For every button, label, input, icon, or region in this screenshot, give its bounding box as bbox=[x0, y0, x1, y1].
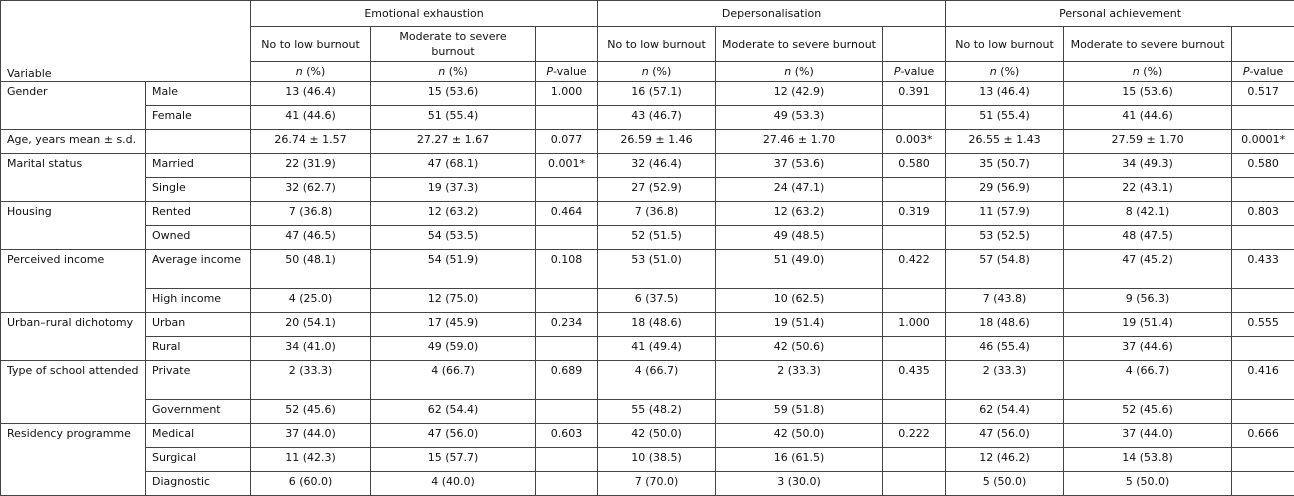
count-cell: 15 (57.7) bbox=[371, 448, 536, 472]
count-cell: 3 (30.0) bbox=[716, 472, 883, 496]
variable-cell bbox=[1, 448, 146, 472]
variable-cell: Housing bbox=[1, 202, 146, 226]
p-value-cell bbox=[536, 178, 598, 202]
p-value-cell bbox=[883, 289, 946, 313]
p-value-cell bbox=[1232, 472, 1294, 496]
variable-header: Variable bbox=[1, 1, 251, 82]
blank-header bbox=[536, 27, 598, 62]
p-value-cell: 0.433 bbox=[1232, 250, 1294, 289]
p-value-cell: 0.555 bbox=[1232, 313, 1294, 337]
count-cell: 13 (46.4) bbox=[251, 82, 371, 106]
p-value-cell: 0.464 bbox=[536, 202, 598, 226]
level-cell: Rented bbox=[146, 202, 251, 226]
table-row bbox=[1, 178, 1294, 202]
count-cell: 47 (56.0) bbox=[371, 424, 536, 448]
level-cell: Diagnostic bbox=[146, 472, 251, 496]
p-value-cell bbox=[536, 106, 598, 130]
variable-cell bbox=[1, 106, 146, 130]
count-cell: 37 (44.0) bbox=[1064, 424, 1232, 448]
count-cell: 32 (46.4) bbox=[598, 154, 716, 178]
table-row bbox=[1, 361, 1294, 400]
n-pct-header bbox=[1064, 62, 1232, 82]
variable-cell bbox=[1, 472, 146, 496]
p-value-cell: 0.580 bbox=[1232, 154, 1294, 178]
n-pct-header bbox=[598, 62, 716, 82]
mod-severe-header: Moderate to severe burnout bbox=[716, 27, 883, 62]
table-row bbox=[1, 472, 1294, 496]
mod-severe-header: Moderate to severe burnout bbox=[1064, 27, 1232, 62]
p-symbol: P bbox=[894, 65, 901, 78]
table-row bbox=[1, 154, 1294, 178]
count-cell: 18 (48.6) bbox=[946, 313, 1064, 337]
count-cell: 9 (56.3) bbox=[1064, 289, 1232, 313]
count-cell: 22 (43.1) bbox=[1064, 178, 1232, 202]
level-cell: Urban bbox=[146, 313, 251, 337]
count-cell: 2 (33.3) bbox=[716, 361, 883, 400]
count-cell: 24 (47.1) bbox=[716, 178, 883, 202]
count-cell: 16 (61.5) bbox=[716, 448, 883, 472]
count-cell: 26.55 ± 1.43 bbox=[946, 130, 1064, 154]
count-cell: 42 (50.0) bbox=[716, 424, 883, 448]
count-cell: 4 (66.7) bbox=[371, 361, 536, 400]
count-cell: 59 (51.8) bbox=[716, 400, 883, 424]
n-pct-header bbox=[716, 62, 883, 82]
count-cell: 11 (42.3) bbox=[251, 448, 371, 472]
p-value-cell: 0.222 bbox=[883, 424, 946, 448]
n-pct-header bbox=[946, 62, 1064, 82]
p-value-cell: 0.416 bbox=[1232, 361, 1294, 400]
count-cell: 17 (45.9) bbox=[371, 313, 536, 337]
count-cell: 47 (45.2) bbox=[1064, 250, 1232, 289]
count-cell: 47 (46.5) bbox=[251, 226, 371, 250]
count-cell: 42 (50.0) bbox=[598, 424, 716, 448]
blank-header bbox=[883, 27, 946, 62]
level-cell: Private bbox=[146, 361, 251, 400]
p-value-cell bbox=[883, 178, 946, 202]
table-header bbox=[1, 1, 1294, 82]
table-row bbox=[1, 424, 1294, 448]
count-cell: 19 (51.4) bbox=[716, 313, 883, 337]
level-cell: High income bbox=[146, 289, 251, 313]
count-cell: 46 (55.4) bbox=[946, 337, 1064, 361]
table-row bbox=[1, 106, 1294, 130]
count-cell: 51 (49.0) bbox=[716, 250, 883, 289]
count-cell: 26.74 ± 1.57 bbox=[251, 130, 371, 154]
count-cell: 11 (57.9) bbox=[946, 202, 1064, 226]
pct-suffix: (%) bbox=[997, 65, 1020, 78]
p-value-header bbox=[536, 62, 598, 82]
count-cell: 41 (44.6) bbox=[1064, 106, 1232, 130]
table-row bbox=[1, 226, 1294, 250]
no-low-header: No to low burnout bbox=[598, 27, 716, 62]
count-cell: 2 (33.3) bbox=[946, 361, 1064, 400]
count-cell: 8 (42.1) bbox=[1064, 202, 1232, 226]
count-cell: 42 (50.6) bbox=[716, 337, 883, 361]
count-cell: 37 (44.6) bbox=[1064, 337, 1232, 361]
pct-suffix: (%) bbox=[791, 65, 814, 78]
count-cell: 10 (62.5) bbox=[716, 289, 883, 313]
count-cell: 16 (57.1) bbox=[598, 82, 716, 106]
count-cell: 51 (55.4) bbox=[371, 106, 536, 130]
no-low-header: No to low burnout bbox=[251, 27, 371, 62]
count-cell: 29 (56.9) bbox=[946, 178, 1064, 202]
p-value-cell: 0.803 bbox=[1232, 202, 1294, 226]
count-cell: 37 (53.6) bbox=[716, 154, 883, 178]
count-cell: 18 (48.6) bbox=[598, 313, 716, 337]
count-cell: 32 (62.7) bbox=[251, 178, 371, 202]
count-cell: 12 (75.0) bbox=[371, 289, 536, 313]
blank-header bbox=[1232, 27, 1294, 62]
p-value-cell bbox=[883, 337, 946, 361]
p-symbol: P bbox=[546, 65, 553, 78]
count-cell: 52 (51.5) bbox=[598, 226, 716, 250]
level-cell: Female bbox=[146, 106, 251, 130]
p-value-cell: 0.517 bbox=[1232, 82, 1294, 106]
p-suffix: -value bbox=[553, 65, 587, 78]
p-value-cell bbox=[1232, 448, 1294, 472]
p-value-cell bbox=[1232, 289, 1294, 313]
p-value-cell bbox=[536, 448, 598, 472]
count-cell: 54 (53.5) bbox=[371, 226, 536, 250]
count-cell: 34 (41.0) bbox=[251, 337, 371, 361]
count-cell: 15 (53.6) bbox=[1064, 82, 1232, 106]
count-cell: 26.59 ± 1.46 bbox=[598, 130, 716, 154]
level-cell: Married bbox=[146, 154, 251, 178]
p-value-cell bbox=[1232, 337, 1294, 361]
pct-suffix: (%) bbox=[649, 65, 672, 78]
count-cell: 12 (42.9) bbox=[716, 82, 883, 106]
level-cell: Medical bbox=[146, 424, 251, 448]
table-row bbox=[1, 82, 1294, 106]
count-cell: 41 (44.6) bbox=[251, 106, 371, 130]
p-value-cell bbox=[883, 448, 946, 472]
p-value-cell: 0.077 bbox=[536, 130, 598, 154]
count-cell: 15 (53.6) bbox=[371, 82, 536, 106]
count-cell: 54 (51.9) bbox=[371, 250, 536, 289]
count-cell: 34 (49.3) bbox=[1064, 154, 1232, 178]
p-value-cell bbox=[1232, 106, 1294, 130]
count-cell: 5 (50.0) bbox=[1064, 472, 1232, 496]
table-row bbox=[1, 448, 1294, 472]
p-value-cell: 0.234 bbox=[536, 313, 598, 337]
p-value-cell bbox=[536, 400, 598, 424]
p-value-cell bbox=[536, 289, 598, 313]
level-cell: Government bbox=[146, 400, 251, 424]
p-value-cell bbox=[1232, 226, 1294, 250]
p-value-cell: 1.000 bbox=[536, 82, 598, 106]
group-header-personal-achievement: Personal achievement bbox=[946, 1, 1294, 27]
pct-suffix: (%) bbox=[445, 65, 468, 78]
variable-cell: Marital status bbox=[1, 154, 146, 178]
level-cell: Average income bbox=[146, 250, 251, 289]
count-cell: 4 (40.0) bbox=[371, 472, 536, 496]
p-suffix: -value bbox=[901, 65, 935, 78]
variable-cell: Perceived income bbox=[1, 250, 146, 289]
p-value-cell: 0.108 bbox=[536, 250, 598, 289]
p-symbol: P bbox=[1243, 65, 1250, 78]
count-cell: 27.46 ± 1.70 bbox=[716, 130, 883, 154]
count-cell: 22 (31.9) bbox=[251, 154, 371, 178]
p-value-cell: 0.689 bbox=[536, 361, 598, 400]
n-symbol: n bbox=[1133, 65, 1140, 78]
count-cell: 2 (33.3) bbox=[251, 361, 371, 400]
count-cell: 6 (37.5) bbox=[598, 289, 716, 313]
count-cell: 7 (43.8) bbox=[946, 289, 1064, 313]
table-row bbox=[1, 313, 1294, 337]
p-value-cell: 0.319 bbox=[883, 202, 946, 226]
table-row bbox=[1, 337, 1294, 361]
level-cell: Surgical bbox=[146, 448, 251, 472]
p-value-cell bbox=[883, 472, 946, 496]
n-symbol: n bbox=[990, 65, 997, 78]
p-value-cell bbox=[883, 106, 946, 130]
count-cell: 13 (46.4) bbox=[946, 82, 1064, 106]
count-cell: 35 (50.7) bbox=[946, 154, 1064, 178]
count-cell: 14 (53.8) bbox=[1064, 448, 1232, 472]
p-value-cell: 0.003* bbox=[883, 130, 946, 154]
group-header-emotional-exhaustion: Emotional exhaustion bbox=[251, 1, 598, 27]
variable-cell bbox=[1, 337, 146, 361]
p-value-cell bbox=[883, 226, 946, 250]
count-cell: 27.27 ± 1.67 bbox=[371, 130, 536, 154]
count-cell: 53 (51.0) bbox=[598, 250, 716, 289]
p-value-cell: 0.001* bbox=[536, 154, 598, 178]
variable-cell bbox=[1, 178, 146, 202]
count-cell: 52 (45.6) bbox=[251, 400, 371, 424]
count-cell: 19 (51.4) bbox=[1064, 313, 1232, 337]
count-cell: 55 (48.2) bbox=[598, 400, 716, 424]
count-cell: 49 (53.3) bbox=[716, 106, 883, 130]
p-value-cell: 0.666 bbox=[1232, 424, 1294, 448]
pct-suffix: (%) bbox=[303, 65, 326, 78]
count-cell: 7 (36.8) bbox=[598, 202, 716, 226]
p-value-cell: 1.000 bbox=[883, 313, 946, 337]
count-cell: 12 (63.2) bbox=[371, 202, 536, 226]
p-value-cell: 0.580 bbox=[883, 154, 946, 178]
pct-suffix: (%) bbox=[1140, 65, 1163, 78]
p-value-cell bbox=[1232, 400, 1294, 424]
n-symbol: n bbox=[784, 65, 791, 78]
count-cell: 52 (45.6) bbox=[1064, 400, 1232, 424]
count-cell: 62 (54.4) bbox=[371, 400, 536, 424]
count-cell: 4 (66.7) bbox=[598, 361, 716, 400]
count-cell: 41 (49.4) bbox=[598, 337, 716, 361]
p-value-cell bbox=[883, 400, 946, 424]
p-value-header bbox=[883, 62, 946, 82]
variable-cell: Urban–rural dichotomy bbox=[1, 313, 146, 337]
n-symbol: n bbox=[296, 65, 303, 78]
count-cell: 48 (47.5) bbox=[1064, 226, 1232, 250]
count-cell: 12 (46.2) bbox=[946, 448, 1064, 472]
count-cell: 50 (48.1) bbox=[251, 250, 371, 289]
table-row bbox=[1, 130, 1294, 154]
mod-severe-header: Moderate to severe burnout bbox=[371, 27, 536, 62]
count-cell: 6 (60.0) bbox=[251, 472, 371, 496]
variable-cell: Age, years mean ± s.d. bbox=[1, 130, 146, 154]
n-pct-header bbox=[251, 62, 371, 82]
variable-cell bbox=[1, 226, 146, 250]
count-cell: 12 (63.2) bbox=[716, 202, 883, 226]
p-value-cell bbox=[536, 337, 598, 361]
table-row bbox=[1, 250, 1294, 289]
p-value-cell bbox=[1232, 178, 1294, 202]
count-cell: 37 (44.0) bbox=[251, 424, 371, 448]
p-value-cell: 0.603 bbox=[536, 424, 598, 448]
count-cell: 47 (68.1) bbox=[371, 154, 536, 178]
variable-cell: Gender bbox=[1, 82, 146, 106]
count-cell: 5 (50.0) bbox=[946, 472, 1064, 496]
variable-cell: Residency programme bbox=[1, 424, 146, 448]
level-cell: Rural bbox=[146, 337, 251, 361]
table-row bbox=[1, 289, 1294, 313]
level-cell bbox=[146, 130, 251, 154]
count-cell: 4 (66.7) bbox=[1064, 361, 1232, 400]
count-cell: 19 (37.3) bbox=[371, 178, 536, 202]
level-cell: Single bbox=[146, 178, 251, 202]
p-suffix: -value bbox=[1250, 65, 1284, 78]
count-cell: 49 (59.0) bbox=[371, 337, 536, 361]
n-symbol: n bbox=[438, 65, 445, 78]
p-value-cell bbox=[536, 226, 598, 250]
table-body bbox=[1, 82, 1294, 496]
count-cell: 49 (48.5) bbox=[716, 226, 883, 250]
p-value-cell: 0.0001* bbox=[1232, 130, 1294, 154]
group-header-depersonalisation: Depersonalisation bbox=[598, 1, 946, 27]
count-cell: 20 (54.1) bbox=[251, 313, 371, 337]
count-cell: 27.59 ± 1.70 bbox=[1064, 130, 1232, 154]
p-value-header bbox=[1232, 62, 1294, 82]
count-cell: 7 (36.8) bbox=[251, 202, 371, 226]
table-row bbox=[1, 400, 1294, 424]
count-cell: 53 (52.5) bbox=[946, 226, 1064, 250]
p-value-cell: 0.435 bbox=[883, 361, 946, 400]
count-cell: 7 (70.0) bbox=[598, 472, 716, 496]
no-low-header: No to low burnout bbox=[946, 27, 1064, 62]
count-cell: 43 (46.7) bbox=[598, 106, 716, 130]
level-cell: Owned bbox=[146, 226, 251, 250]
n-pct-header bbox=[371, 62, 536, 82]
table-row bbox=[1, 202, 1294, 226]
count-cell: 4 (25.0) bbox=[251, 289, 371, 313]
count-cell: 51 (55.4) bbox=[946, 106, 1064, 130]
variable-cell: Type of school attended bbox=[1, 361, 146, 400]
variable-cell bbox=[1, 289, 146, 313]
p-value-cell: 0.422 bbox=[883, 250, 946, 289]
p-value-cell bbox=[536, 472, 598, 496]
count-cell: 47 (56.0) bbox=[946, 424, 1064, 448]
p-value-cell: 0.391 bbox=[883, 82, 946, 106]
n-symbol: n bbox=[642, 65, 649, 78]
count-cell: 57 (54.8) bbox=[946, 250, 1064, 289]
count-cell: 27 (52.9) bbox=[598, 178, 716, 202]
level-cell: Male bbox=[146, 82, 251, 106]
count-cell: 62 (54.4) bbox=[946, 400, 1064, 424]
count-cell: 10 (38.5) bbox=[598, 448, 716, 472]
variable-cell bbox=[1, 400, 146, 424]
